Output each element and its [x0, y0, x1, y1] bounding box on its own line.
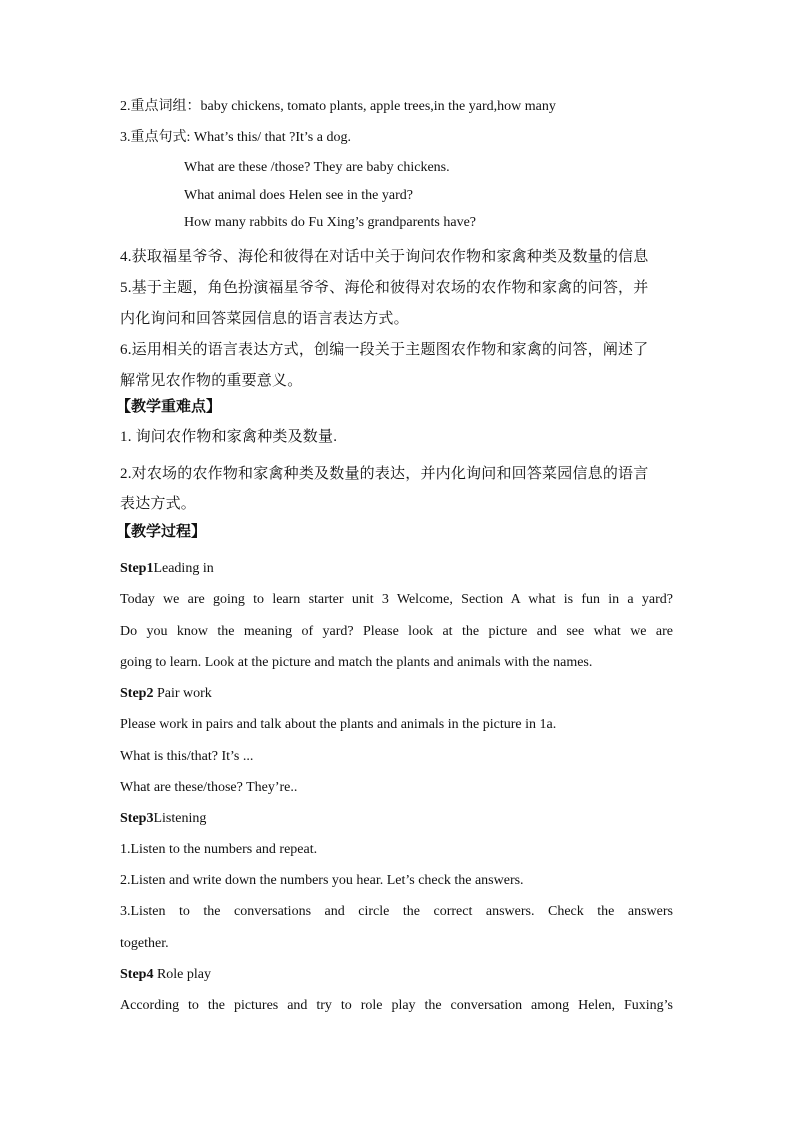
- step-1-label: Step1: [120, 561, 154, 576]
- objective-5-line-1: 5.基于主题，角色扮演福星爷爷、海伦和彼得对农场的农作物和家禽的问答，并: [120, 280, 649, 296]
- step-4-heading: [120, 966, 211, 984]
- key-point-1: 1. 询问农作物和家禽种类及数量.: [120, 429, 338, 445]
- step-3-label: Step3: [120, 811, 154, 826]
- key-phrases-line: 2.重点词组：baby chickens, tomato plants, apple trees,in the yard,how many: [120, 99, 556, 114]
- step-4-text-line-1: According to the pictures and try to role play the conversation among Helen, Fuxing’s: [120, 998, 673, 1013]
- step-4-title: Role play: [153, 967, 211, 982]
- step-1-text-line-1: Today we are going to learn starter unit 3 Welcome, Section A what is fun in a yard?: [120, 592, 673, 607]
- step-2-heading: [120, 685, 212, 703]
- objective-6-line-2: 解常见农作物的重要意义。: [120, 373, 303, 389]
- key-point-2-line-1: 2.对农场的农作物和家禽种类及数量的表达，并内化询问和回答菜园信息的语言: [120, 466, 649, 482]
- sentence-example-3: How many rabbits do Fu Xing’s grandparents have?: [184, 215, 476, 230]
- section-heading-key-points: 【教学重难点】: [116, 399, 222, 415]
- step-3-title: Listening: [153, 811, 207, 826]
- key-point-2-line-2: 表达方式。: [120, 496, 197, 512]
- step-3-item-1: 1.Listen to the numbers and repeat.: [120, 842, 318, 857]
- step-3-item-3-line-2: together.: [120, 936, 169, 951]
- section-heading-process: 【教学过程】: [116, 524, 207, 540]
- key-sentences-line: 3.重点句式: What’s this/ that ?It’s a dog.: [120, 130, 351, 145]
- step-3-heading: [120, 810, 206, 828]
- sentence-example-1: What are these /those? They are baby chickens.: [184, 160, 450, 175]
- step-1-title: Leading in: [153, 561, 214, 576]
- sentence-example-2: What animal does Helen see in the yard?: [184, 188, 413, 203]
- step-3-item-3-line-1: 3.Listen to the conversations and circle the correct answers. Check the answers: [120, 904, 673, 919]
- objective-5-line-2: 内化询问和回答菜园信息的语言表达方式。: [120, 311, 409, 327]
- step-2-text-line-3: What are these/those? They’re..: [120, 780, 298, 795]
- step-3-item-2: 2.Listen and write down the numbers you hear. Let’s check the answers.: [120, 873, 524, 888]
- step-2-text-line-2: What is this/that? It’s ...: [120, 749, 254, 764]
- objective-6-line-1: 6.运用相关的语言表达方式，创编一段关于主题图农作物和家禽的问答，阐述了: [120, 342, 649, 358]
- step-2-label: Step2: [120, 686, 154, 701]
- step-1-text-line-2: Do you know the meaning of yard? Please look at the picture and see what we are: [120, 624, 673, 639]
- step-2-title: Pair work: [153, 686, 212, 701]
- step-2-text-line-1: Please work in pairs and talk about the plants and animals in the picture in 1a.: [120, 717, 557, 732]
- step-1-heading: [120, 560, 214, 578]
- objective-4: 4.获取福星爷爷、海伦和彼得在对话中关于询问农作物和家禽种类及数量的信息: [120, 249, 649, 265]
- step-1-text-line-3: going to learn. Look at the picture and match the plants and animals with the names.: [120, 655, 593, 670]
- step-4-label: Step4: [120, 967, 154, 982]
